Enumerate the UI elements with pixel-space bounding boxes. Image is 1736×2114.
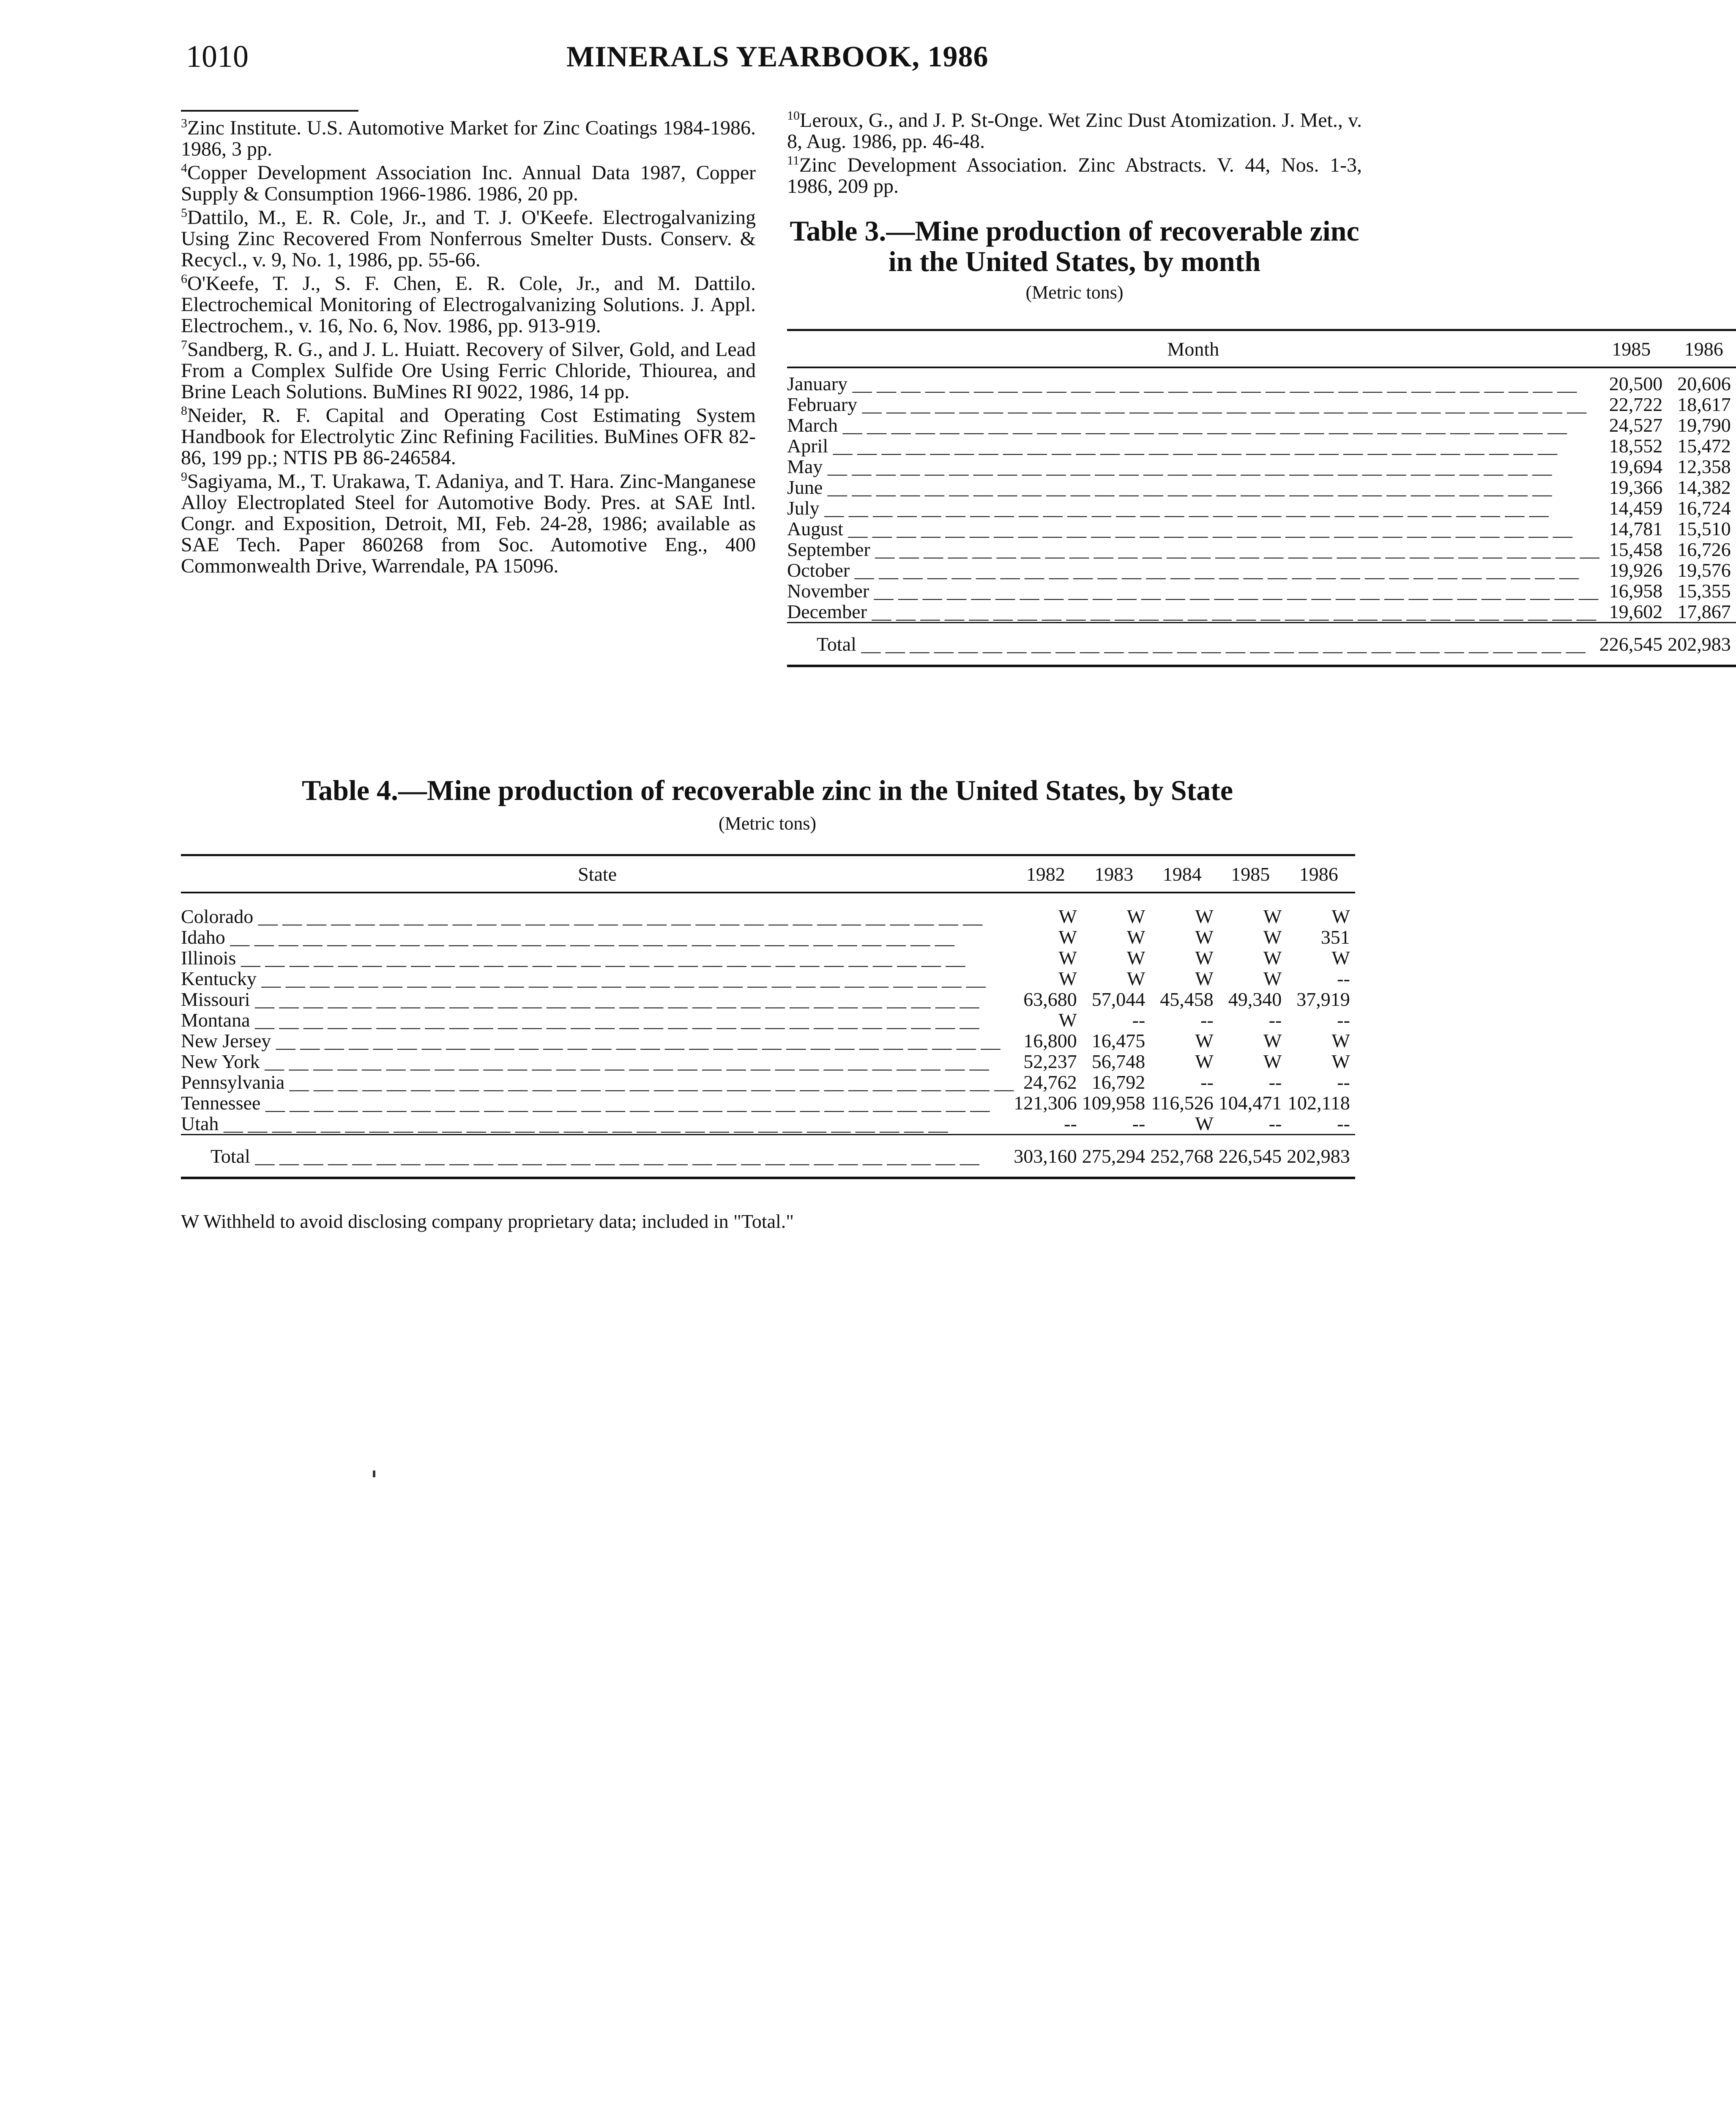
table3-body xyxy=(787,367,1736,623)
footnote-3: $^3$Zinc Institute. U.S. Automotive Market for Zinc Coatings 1984-1986. 1986, 3 pp. xyxy=(181,116,756,160)
table-row: Tennessee __ __ 121,306 109,958 116,526 104,471 102,118 xyxy=(181,1093,1355,1113)
table4-header-1985: 1985 xyxy=(1231,863,1270,885)
table3-header-row xyxy=(787,330,1736,368)
table4-header-1986: 1986 xyxy=(1299,863,1338,885)
table-row: February __ __ 22,722 18,617 xyxy=(787,394,1736,415)
footnotes-right-column xyxy=(787,110,1362,200)
table-row: Missouri __ __ 63,680 57,044 45,458 49,340 37,919 xyxy=(181,989,1355,1010)
footnote-11: $^{11}$Zinc Development Association. Zinc Abstracts. V. 44, Nos. 1-3, 1986, 209 pp. xyxy=(787,153,1362,197)
table4-units: (Metric tons) xyxy=(719,813,816,834)
footnote-8: $^8$Neider, R. F. Capital and Operating Cost Estimating System Handbook for Electrolytic Zinc Refining Facilities. BuMines OFR 82-86, 199 pp.; NTIS PB 86-246584. xyxy=(181,404,756,469)
table4-body xyxy=(181,893,1355,1135)
table4-total-row: Total __ __ 303,160 275,294 252,768 226,545 202,983 xyxy=(181,1135,1355,1178)
footnote-9: $^9$Sagiyama, M., T. Urakawa, T. Adaniya, and T. Hara. Zinc-Manganese Alloy Electroplated Steel for Automotive Body. Pres. at SAE Intl. Congr. and Exposition, Detroit, MI, Feb. 24-28, 1986; available as SAE Tech. Paper 860268 from Soc. Automotive Eng., 400 Commonwealth Drive, Warrendale, PA 15096. xyxy=(181,470,756,577)
table-row: Kentucky __ __ W W W W -- xyxy=(181,968,1355,989)
table4-title: Table 4.—Mine production of recoverable zinc in the United States, by State xyxy=(302,774,1233,806)
table-row: Idaho __ __ W W W W 351 xyxy=(181,927,1355,947)
table4-header-row xyxy=(181,855,1355,893)
table-row: March __ __ 24,527 19,790 xyxy=(787,415,1736,435)
footnote-4: $^4$Copper Development Association Inc. Annual Data 1987, Copper Supply & Consumption 1966-1986. 1986, 20 pp. xyxy=(181,161,756,205)
footnote-7: $^7$Sandberg, R. G., and J. L. Huiatt. Recovery of Silver, Gold, and Lead From a Complex Sulfide Ore Using Ferric Chloride, Thiourea, and Brine Leach Solutions. BuMines RI 9022, 1986, 14 pp. xyxy=(181,338,756,403)
running-head: MINERALS YEARBOOK, 1986 xyxy=(566,41,989,73)
table-row: June __ __ 19,366 14,382 xyxy=(787,477,1736,498)
table-row: October __ __ 19,926 19,576 xyxy=(787,560,1736,581)
table-row: December __ __ 19,602 17,867 xyxy=(787,601,1736,623)
table4 xyxy=(181,854,1355,1179)
table-row: May __ __ 19,694 12,358 xyxy=(787,456,1736,477)
table3-header-month: Month xyxy=(1167,338,1219,360)
footnote-5: $^5$Dattilo, M., E. R. Cole, Jr., and T. J. O'Keefe. Electrogalvanizing Using Zinc Recovered From Nonferrous Smelter Dusts. Conserv. & Recycl., v. 9, No. 1, 1986, pp. 55-66. xyxy=(181,206,756,271)
footnote-6: $^6$O'Keefe, T. J., S. F. Chen, E. R. Cole, Jr., and M. Dattilo. Electrochemical Monitoring of Electrogalvanizing Solutions. J. Appl. Electrochem., v. 16, No. 6, Nov. 1986, pp. 913-919. xyxy=(181,272,756,337)
table4-header-state: State xyxy=(578,863,617,885)
table4-header-1983: 1983 xyxy=(1094,863,1134,885)
table-row: January __ __ 20,500 20,606 xyxy=(787,373,1736,394)
table-row: Colorado __ __ W W W W W xyxy=(181,906,1355,927)
page-number: 1010 xyxy=(186,39,249,74)
table4-header-1982: 1982 xyxy=(1026,863,1065,885)
table4-header-1984: 1984 xyxy=(1162,863,1202,885)
table3-header-1985: 1985 xyxy=(1612,338,1651,360)
table-row: September __ __ 15,458 16,726 xyxy=(787,539,1736,560)
scan-speck xyxy=(373,1470,375,1477)
table-row: Utah __ __ -- -- W -- -- xyxy=(181,1113,1355,1135)
table-row: November __ __ 16,958 15,355 xyxy=(787,581,1736,601)
table-row: Montana __ __ W -- -- -- -- xyxy=(181,1010,1355,1030)
table3-header-1986: 1986 xyxy=(1684,338,1723,360)
table3-title: Table 3.—Mine production of recoverable zinc in the United States, by month xyxy=(790,215,1359,277)
footnote-rule xyxy=(181,110,358,112)
table3-total-row: Total __ __ 226,545 202,983 xyxy=(787,623,1736,666)
footnotes-left-column xyxy=(181,110,756,579)
table-row: July __ __ 14,459 16,724 xyxy=(787,498,1736,518)
table-row: August __ __ 14,781 15,510 xyxy=(787,518,1736,539)
table-row: New Jersey __ __ 16,800 16,475 W W W xyxy=(181,1030,1355,1051)
table-row: Illinois __ __ W W W W W xyxy=(181,947,1355,968)
footnote-10: $^{10}$Leroux, G., and J. P. St-Onge. Wet Zinc Dust Atomization. J. Met., v. 8, Aug. 1986, pp. 46-48. xyxy=(787,109,1362,153)
table3 xyxy=(787,329,1736,667)
table-row: April __ __ 18,552 15,472 xyxy=(787,435,1736,456)
table-row: New York __ __ 52,237 56,748 W W W xyxy=(181,1051,1355,1072)
table-row: Pennsylvania __ __ 24,762 16,792 -- -- -- xyxy=(181,1072,1355,1093)
table4-footnote: W Withheld to avoid disclosing company proprietary data; included in "Total." xyxy=(181,1210,794,1232)
table3-units: (Metric tons) xyxy=(1025,282,1124,303)
